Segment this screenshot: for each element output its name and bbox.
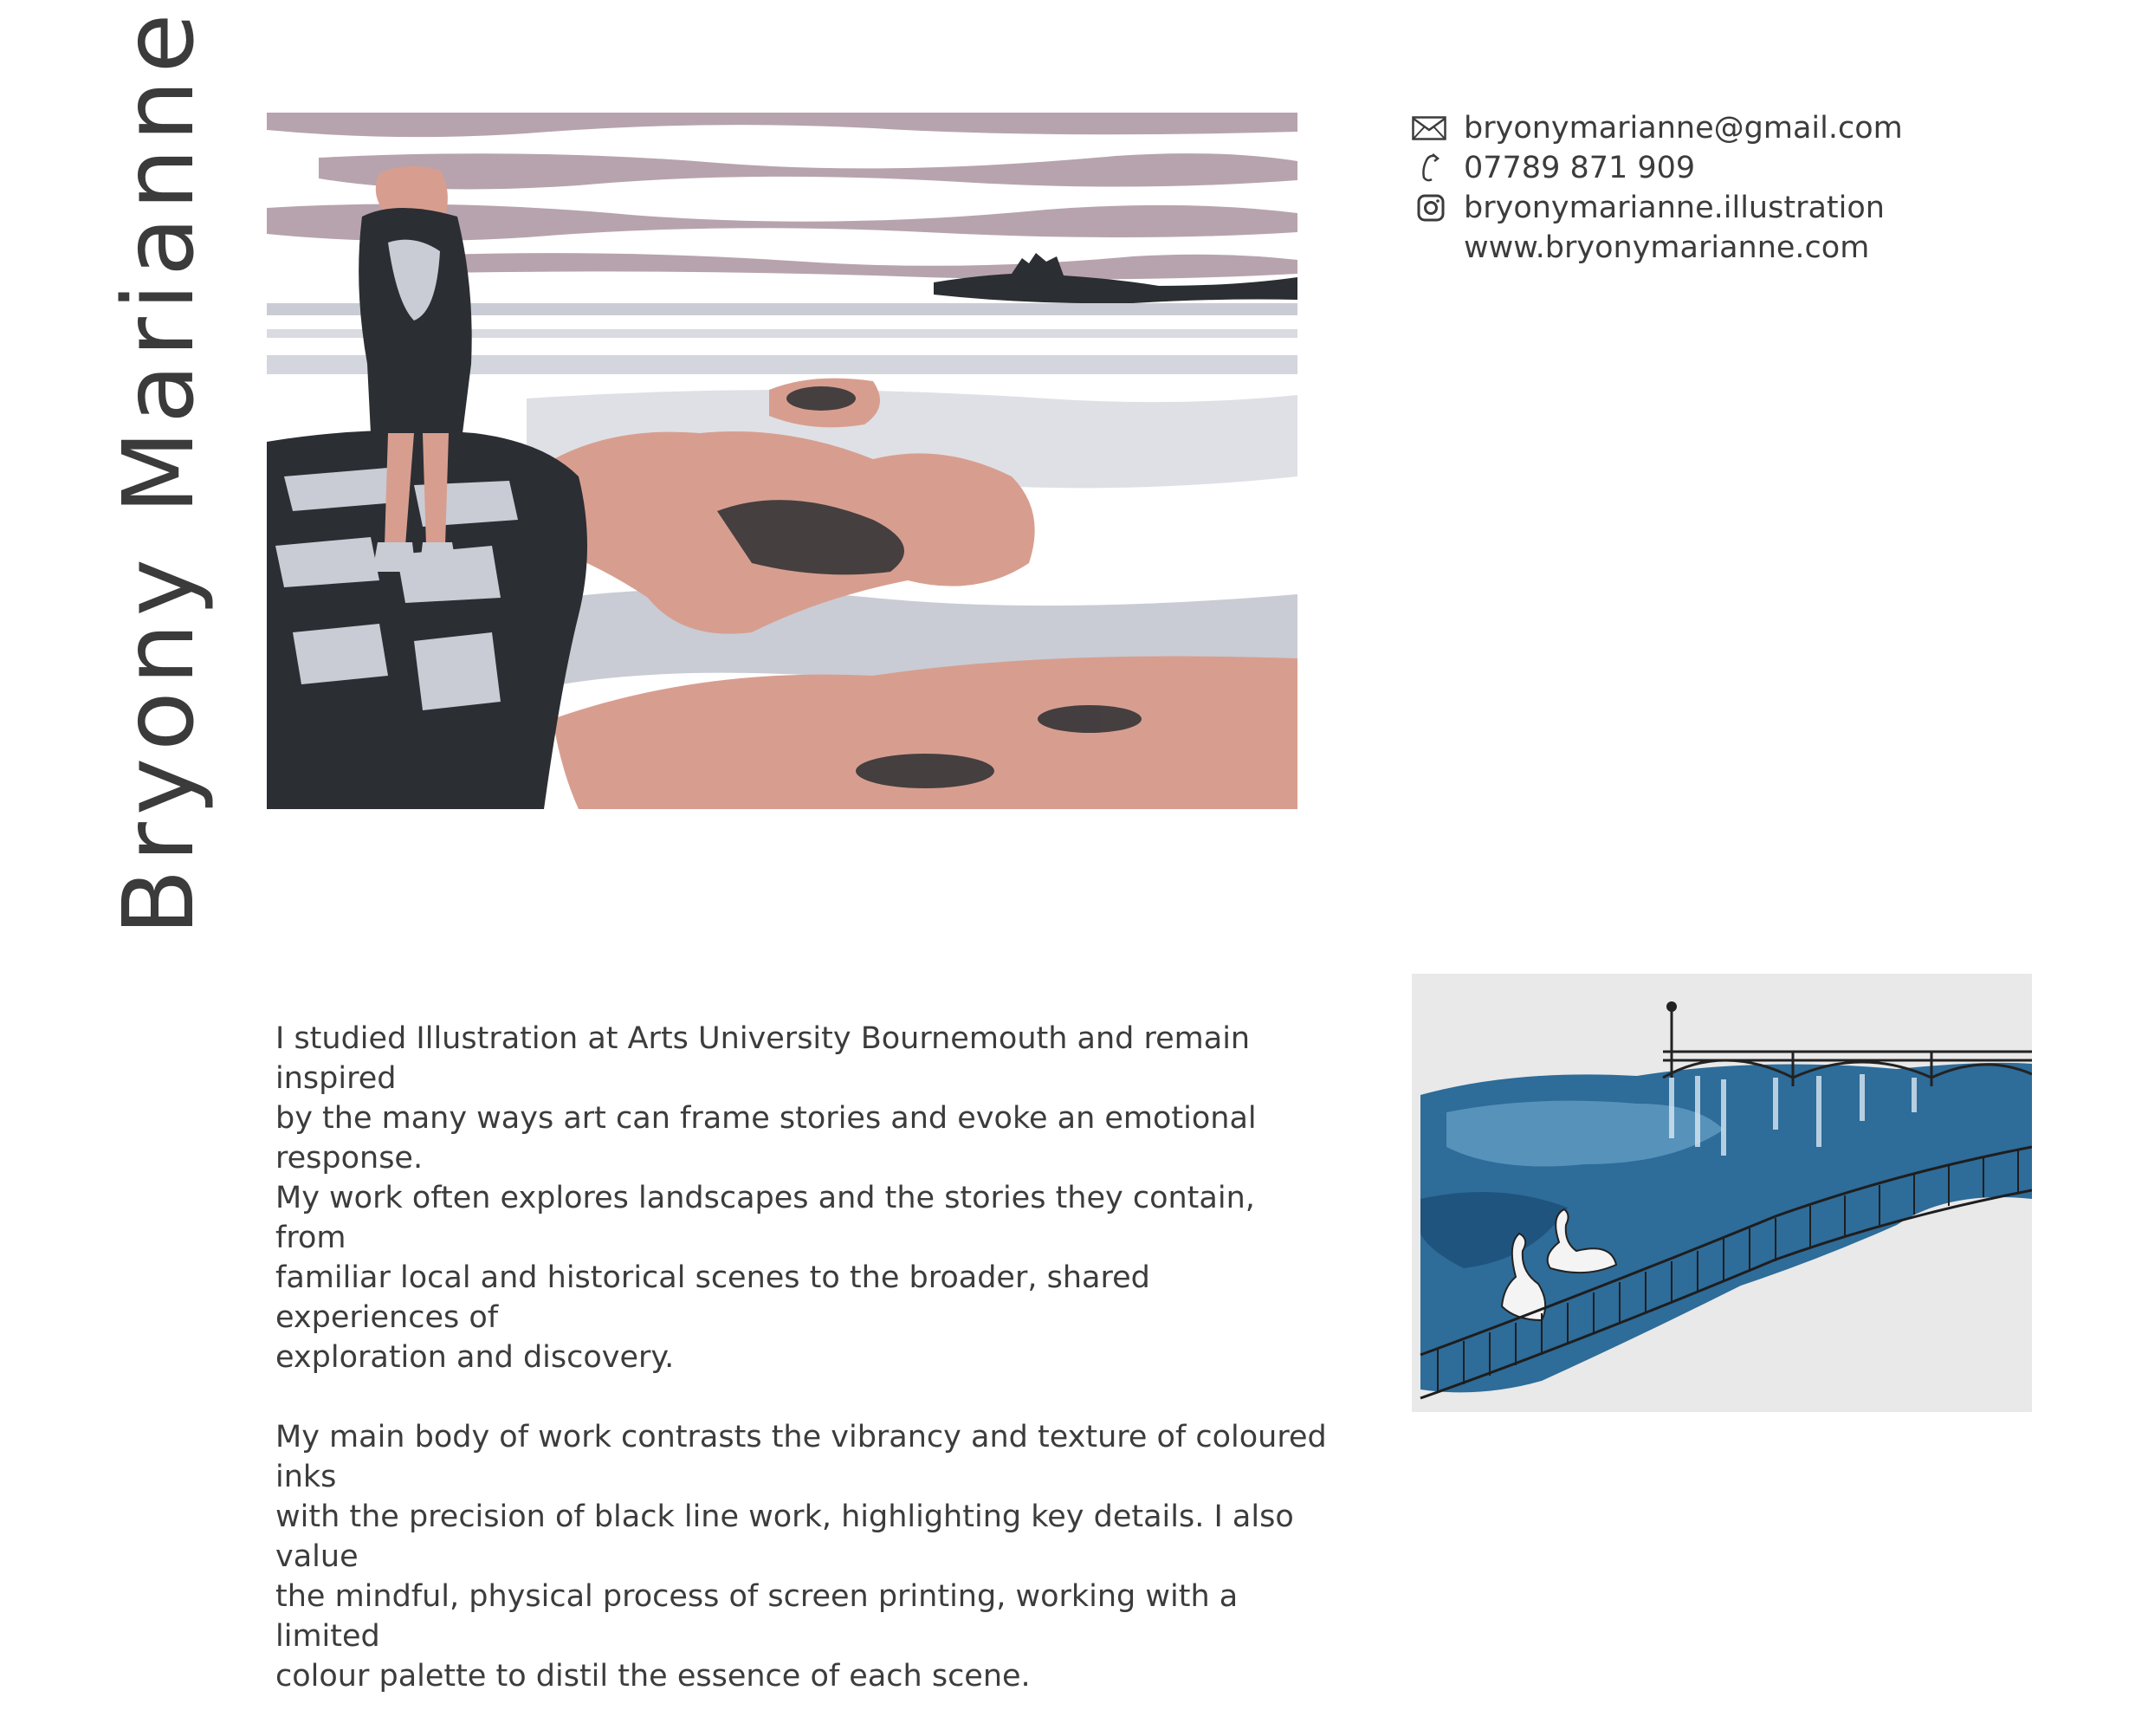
phone-icon (1412, 148, 1455, 188)
artist-bio (275, 1019, 1332, 1736)
contact-phone-row (1412, 148, 1903, 188)
email-link[interactable]: bryonymarianne@gmail.com (1464, 111, 1903, 146)
bridge-swans-illustration-image (1412, 974, 2032, 1412)
bio-paragraph-2: My main body of work contrasts the vibrancy and texture of coloured inks with the precision of black line work, highlighting key details. I also value the mindful, physical process of screen printing, working with a limited colour palette to distil the essence of each scene. (275, 1420, 1327, 1694)
instagram-icon (1412, 188, 1455, 228)
phone-number: 07789 871 909 (1464, 151, 1696, 185)
website-link[interactable]: www.bryonymarianne.com (1464, 230, 1870, 265)
coastal-screen-print-image (267, 113, 1297, 809)
contact-email-row (1412, 108, 1903, 148)
artist-name: Bryony Marianne (103, 6, 216, 936)
envelope-icon (1412, 108, 1455, 148)
contact-block (1412, 108, 1903, 268)
contact-instagram-row (1412, 188, 1903, 228)
instagram-handle[interactable]: bryonymarianne.illustration (1464, 191, 1885, 225)
bio-paragraph-1: I studied Illustration at Arts University Bournemouth and remain inspired by the many ways art can frame stories and evoke an emotional response. My work often explores landscapes and the stories they contain, from familiar local and historical scenes to the broader, shared experiences of exploration and discovery. (275, 1021, 1257, 1375)
contact-website-row (1412, 228, 1903, 268)
